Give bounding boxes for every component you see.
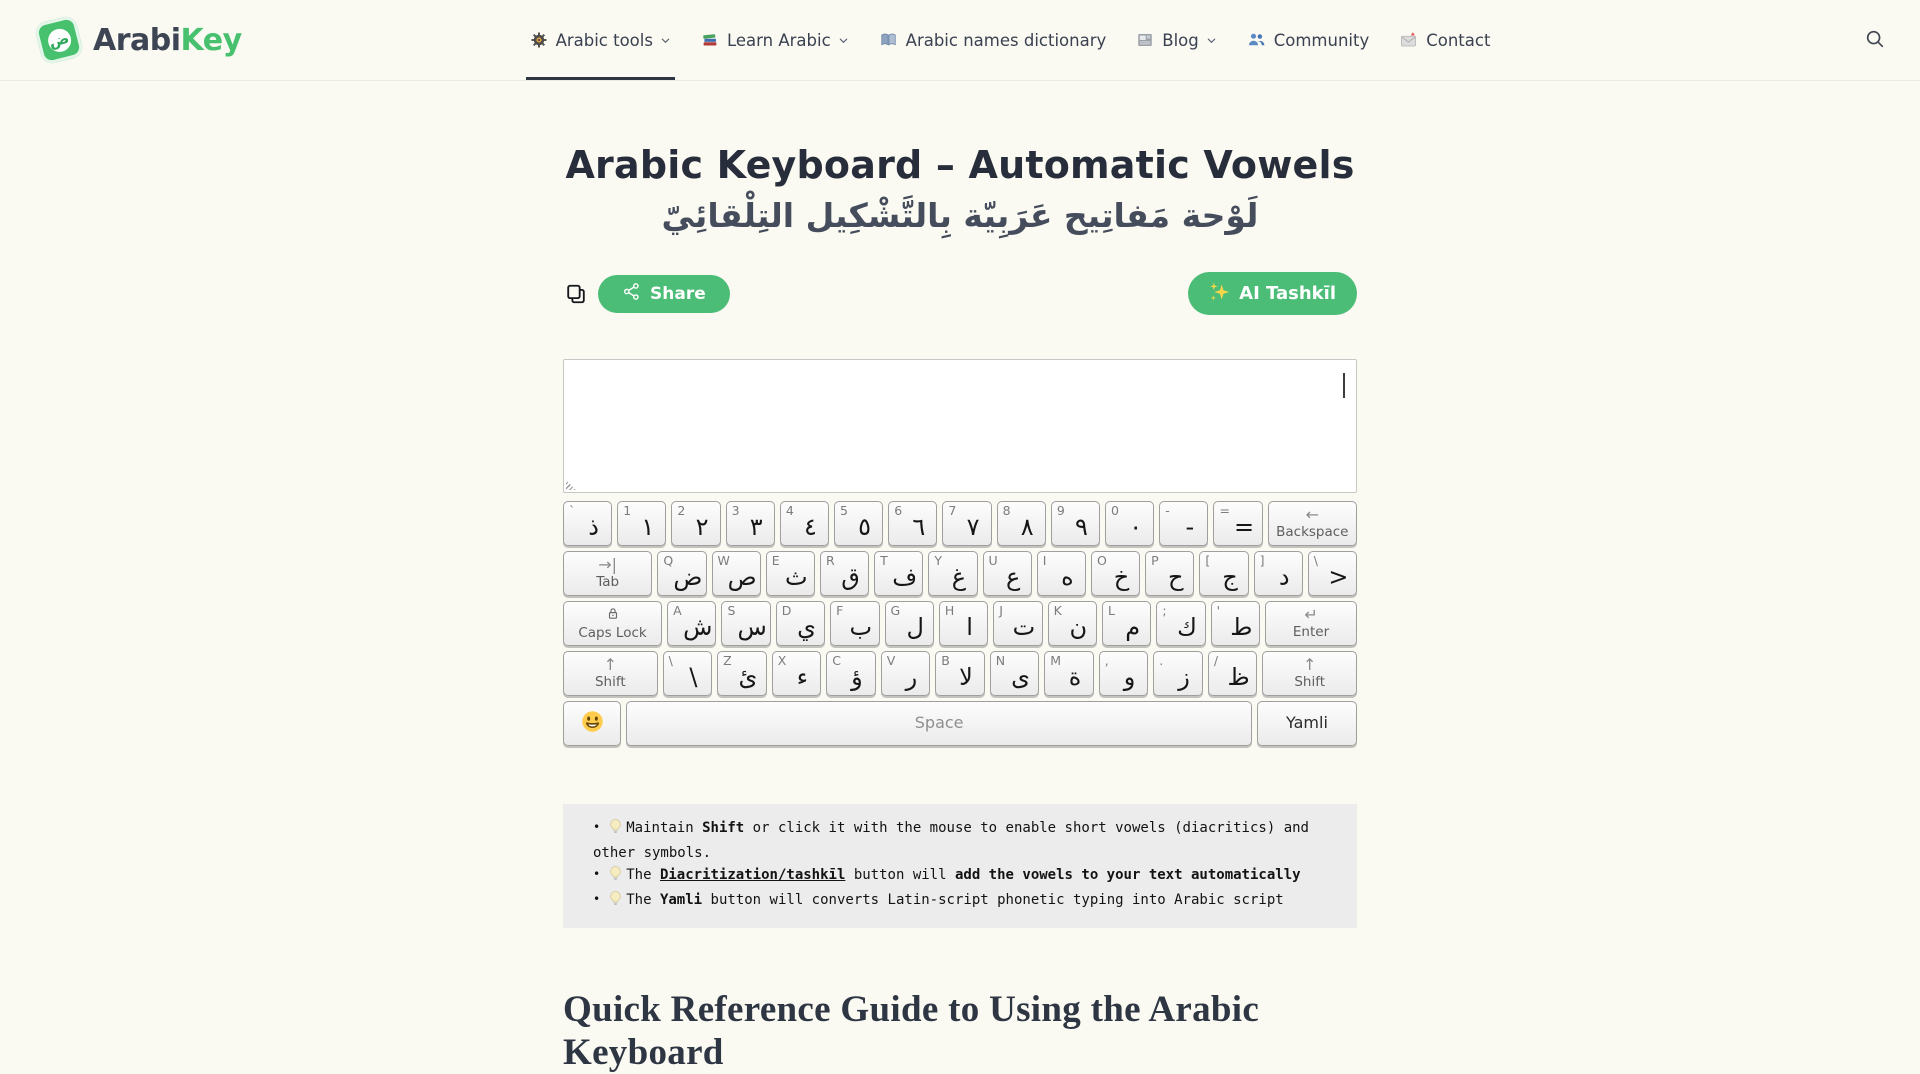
smiley-emoji-icon [581,710,604,738]
key-arabic-label: ٤ [803,512,817,541]
key-arabic-label: ى [1011,662,1030,691]
nav-item-label: Learn Arabic [726,30,831,50]
keyboard-key[interactable] [942,501,991,546]
text-input[interactable] [563,359,1357,493]
key-latin-label: ] [1259,553,1265,568]
chevron-down-icon [838,35,849,46]
key-arabic-label: خ [1113,562,1130,591]
key-emoji[interactable] [563,701,621,746]
keyboard-key[interactable] [617,501,666,546]
key-arabic-label: ر [905,662,918,691]
keyboard-key[interactable] [881,651,931,696]
key-arabic-label: ٧ [966,512,980,541]
brand-name: ArabiKey [93,22,242,58]
keyboard-key[interactable] [990,651,1040,696]
keyboard-key[interactable] [1102,601,1151,646]
key-arabic-label: ٥ [858,512,872,541]
keyboard-key[interactable] [1308,551,1357,596]
keyboard-key[interactable] [1159,501,1208,546]
key-arabic-label: س [737,612,767,641]
keyboard-key[interactable] [1254,551,1303,596]
key-arabic-label: ١ [641,512,655,541]
keyboard-key[interactable] [1099,651,1149,696]
key-latin-label: \ [668,653,673,668]
keyboard-key[interactable] [983,551,1032,596]
keyboard-key[interactable] [717,651,767,696]
lightbulb-icon [609,819,622,842]
keyboard-key[interactable] [772,651,822,696]
key-arabic-label: ء [796,662,809,691]
key-latin-label: , [1104,653,1109,668]
key-latin-label: E [771,553,780,568]
key-latin-label: = [1219,503,1230,518]
key-label: Space [914,713,964,733]
key-latin-label: ` [569,503,576,518]
key-latin-label: 8 [1002,503,1011,518]
key-latin-label: M [1050,653,1062,668]
tip-text: add the vowels to your text automatically [954,867,1301,884]
tip-item [593,889,1339,914]
envelope-icon [1399,31,1418,49]
lightbulb-icon [609,866,622,889]
key-latin-label: V [886,653,896,668]
keyboard-key[interactable] [928,551,977,596]
toolbar [563,272,1357,315]
key-latin-label: K [1053,603,1062,618]
key-latin-label: X [777,653,787,668]
key-arabic-label: ج [1222,562,1238,591]
section-heading: Quick Reference Guide to Using the Arabic Keyboard [563,988,1260,1073]
tashkil-link[interactable]: Diacritization/tashkīl [659,867,846,884]
keyboard-key[interactable] [830,601,879,646]
logo[interactable] [38,0,242,80]
copy-icon[interactable] [563,281,589,307]
logo-icon [34,15,85,66]
keyboard-key[interactable] [1156,601,1205,646]
keyboard-key[interactable] [726,501,775,546]
keyboard-key[interactable] [1145,551,1194,596]
key-latin-label: P [1151,553,1159,568]
key-arabic-label: ش [683,612,713,641]
keyboard-key[interactable] [1051,501,1100,546]
tip-text: The [626,892,660,909]
tip-item [593,817,1339,864]
key-caps[interactable] [563,601,662,646]
nav-item-contact[interactable] [1399,0,1490,80]
key-latin-label: 1 [623,503,632,518]
nav-item-label: Community [1273,30,1370,50]
key-arabic-label: لا [959,662,973,691]
nav-item-learn-arabic[interactable] [701,0,849,80]
resize-grip[interactable] [566,480,576,490]
key-arabic-label: غ [951,562,967,591]
key-arabic-label: ٣ [749,512,763,541]
nav-item-arabic-tools[interactable] [530,0,671,80]
keyboard-key[interactable] [657,551,706,596]
page-title: Arabic Keyboard – Automatic Vowels [565,143,1355,187]
keyboard-key[interactable] [1211,601,1260,646]
keyboard [563,501,1357,746]
tip-text: button will [845,867,955,884]
key-latin-label: F [836,603,844,618]
key-arabic-label: ٩ [1074,512,1088,541]
key-shift[interactable] [1262,651,1357,696]
key-arabic-label: ٨ [1020,512,1034,541]
key-latin-label: A [673,603,682,618]
gear-icon [530,31,548,49]
key-latin-label: / [1213,653,1219,668]
key-label: Yamli [1286,713,1328,733]
keyboard-key[interactable] [663,651,713,696]
nav-item-community[interactable] [1247,0,1370,80]
people-icon [1247,31,1266,49]
tab-icon: →| [598,555,618,575]
backspace-icon: ← [1305,505,1319,525]
keyboard-row [563,701,1357,746]
key-arabic-label: ت [1012,612,1036,641]
chevron-down-icon [660,35,671,46]
key-latin-label: 9 [1056,503,1065,518]
key-latin-label: D [781,603,792,618]
share-nodes-icon [622,282,641,306]
nav-item-label: Arabic names dictionary [905,30,1107,50]
key-latin-label: L [1107,603,1115,618]
key-arabic-label: ب [849,612,873,641]
key-label: Caps Lock [578,624,647,641]
keyboard-key[interactable] [888,501,937,546]
keyboard-key[interactable] [993,601,1042,646]
ai-tashkil-label: AI Tashkīl [1239,283,1336,304]
key-tab[interactable] [563,551,652,596]
key-arabic-label: ص [727,562,757,591]
keyboard-key[interactable] [820,551,869,596]
key-arabic-label: ز [1178,662,1190,691]
key-arabic-label: ف [892,562,918,591]
key-label: Backspace [1276,523,1349,540]
nav-item-label: Arabic tools [555,30,653,50]
key-arabic-label: د [1278,562,1290,591]
tips-list [581,817,1339,914]
keyboard-key[interactable] [1213,501,1262,546]
key-latin-label: 6 [894,503,903,518]
nav-item-label: Contact [1426,30,1491,50]
keyboard-key[interactable] [1208,651,1258,696]
keyboard-key[interactable] [1044,651,1094,696]
key-arabic-label: = [1233,512,1255,541]
key-label: Shift [1294,673,1325,690]
tips-box [563,804,1357,928]
key-label: Enter [1292,623,1330,640]
tip-text: Shift [702,820,745,836]
key-latin-label: Q [663,553,674,568]
text-cursor [1343,373,1345,398]
keyboard-key[interactable] [874,551,923,596]
keyboard-key[interactable] [885,601,934,646]
key-arabic-label: ه [1061,562,1074,591]
keyboard-key[interactable] [766,551,815,596]
keyboard-key[interactable] [1037,551,1086,596]
key-label: Shift [594,673,626,690]
key-latin-label: H [944,603,955,618]
key-arabic-label: > [1328,562,1349,591]
key-latin-label: C [832,653,841,668]
keyboard-key[interactable] [826,651,876,696]
books-icon [701,31,719,49]
key-arabic-label: ل [906,612,924,641]
key-latin-label: 7 [948,503,957,518]
tip-text: button will converts Latin-script phonetic typing into Arabic script [702,892,1284,909]
nav-item-label: Blog [1162,30,1199,50]
lock-icon [606,606,620,626]
keyboard-key[interactable] [1153,651,1203,696]
keyboard-row [563,651,1357,696]
key-arabic-label: م [1125,612,1141,641]
keyboard-key[interactable] [671,501,720,546]
chevron-down-icon [1206,35,1217,46]
key-arabic-label: ن [1069,612,1088,641]
header [0,0,1920,81]
key-arabic-label: ض [673,562,703,591]
main-nav [330,0,1690,80]
key-arabic-label: و [1123,662,1136,691]
key-latin-label: T [880,553,888,568]
key-arabic-label: ذ [588,512,599,541]
key-latin-label: . [1159,653,1164,668]
keyboard-key[interactable] [997,501,1046,546]
keyboard-key[interactable] [1199,551,1248,596]
key-latin-label: W [717,553,730,568]
key-latin-label: \ [1313,553,1318,568]
key-arabic-label: ئ [738,662,758,691]
key-arabic-label: ق [841,562,860,591]
search-icon[interactable] [1864,28,1886,54]
logo-letter: ض [47,28,71,52]
key-latin-label: N [995,653,1006,668]
key-latin-label: S [727,603,736,618]
shift-icon: ↑ [603,655,618,675]
key-latin-label: Z [723,653,732,668]
keyboard-key[interactable] [1091,551,1140,596]
key-arabic-label: ط [1230,612,1253,641]
tip-text: The [626,867,660,884]
key-latin-label: 3 [731,503,740,518]
keyboard-key[interactable] [939,601,988,646]
key-latin-label: - [1165,503,1170,518]
open-book-icon [879,31,898,49]
keyboard-key[interactable] [935,651,985,696]
key-latin-label: Y [934,553,942,568]
key-arabic-label: ظ [1227,662,1250,691]
key-arabic-label: ي [797,612,816,641]
keyboard-row [563,501,1357,546]
key-shift[interactable] [563,651,658,696]
sparkles-icon [1209,281,1230,307]
key-arabic-label: ك [1177,612,1197,641]
enter-icon: ↵ [1304,605,1318,625]
key-latin-label: ; [1162,603,1167,618]
key-latin-label: U [988,553,998,568]
key-backspace[interactable] [1268,501,1357,546]
share-button-label: Share [650,283,706,304]
keyboard-key[interactable] [563,501,612,546]
tip-text: Maintain [626,820,703,836]
nav-item-arabic-names-dictionary[interactable] [879,0,1107,80]
key-latin-label: [ [1205,553,1211,568]
key-latin-label: J [999,603,1003,618]
page-subtitle-arabic: لَوْحة مَفاتِيح عَرَبِيّة بِالتَّشْكِيل التِلْقائِيّ [661,196,1259,235]
tip-text: or click it with the mouse to enable short vowels (diacritics) and other symbols. [593,820,1309,861]
key-latin-label: B [941,653,950,668]
key-latin-label: R [825,553,835,568]
key-arabic-label: ٦ [912,512,926,541]
keyboard-row [563,601,1357,646]
key-latin-label: 2 [677,503,686,518]
key-arabic-label: - [1185,512,1195,541]
key-enter[interactable] [1265,601,1357,646]
key-latin-label: O [1096,553,1107,568]
lightbulb-icon [609,891,622,914]
key-arabic-label: ؤ [851,662,863,691]
keyboard-key[interactable] [721,601,770,646]
key-latin-label: 4 [785,503,794,518]
newspaper-icon [1136,31,1154,49]
tip-item [593,864,1339,889]
keyboard-key[interactable] [834,501,883,546]
key-latin-label: ' [1216,603,1221,618]
key-latin-label: G [890,603,901,618]
tip-text: Yamli [659,892,703,909]
keyboard-key[interactable] [780,501,829,546]
key-space[interactable] [626,701,1252,746]
key-latin-label: I [1042,553,1047,568]
key-arabic-label: ع [1005,562,1021,591]
key-latin-label: 5 [840,503,848,518]
key-latin-label: 0 [1111,503,1119,518]
key-yamli[interactable] [1257,701,1357,746]
key-label: Tab [596,573,620,590]
shift-icon: ↑ [1302,655,1317,675]
keyboard-key[interactable] [712,551,761,596]
share-button[interactable] [598,275,730,313]
key-arabic-label: ح [1168,562,1184,591]
keyboard-key[interactable] [667,601,716,646]
key-arabic-label: ٢ [695,512,709,541]
key-arabic-label: \ [689,662,698,691]
keyboard-key[interactable] [1105,501,1154,546]
key-arabic-label: ث [785,562,808,591]
keyboard-row [563,551,1357,596]
nav-item-blog[interactable] [1136,0,1216,80]
keyboard-key[interactable] [776,601,825,646]
keyboard-key[interactable] [1048,601,1097,646]
key-arabic-label: ة [1068,662,1082,691]
key-arabic-label: ا [966,612,973,641]
ai-tashkil-button[interactable] [1188,272,1357,315]
key-arabic-label: ٠ [1129,512,1143,541]
